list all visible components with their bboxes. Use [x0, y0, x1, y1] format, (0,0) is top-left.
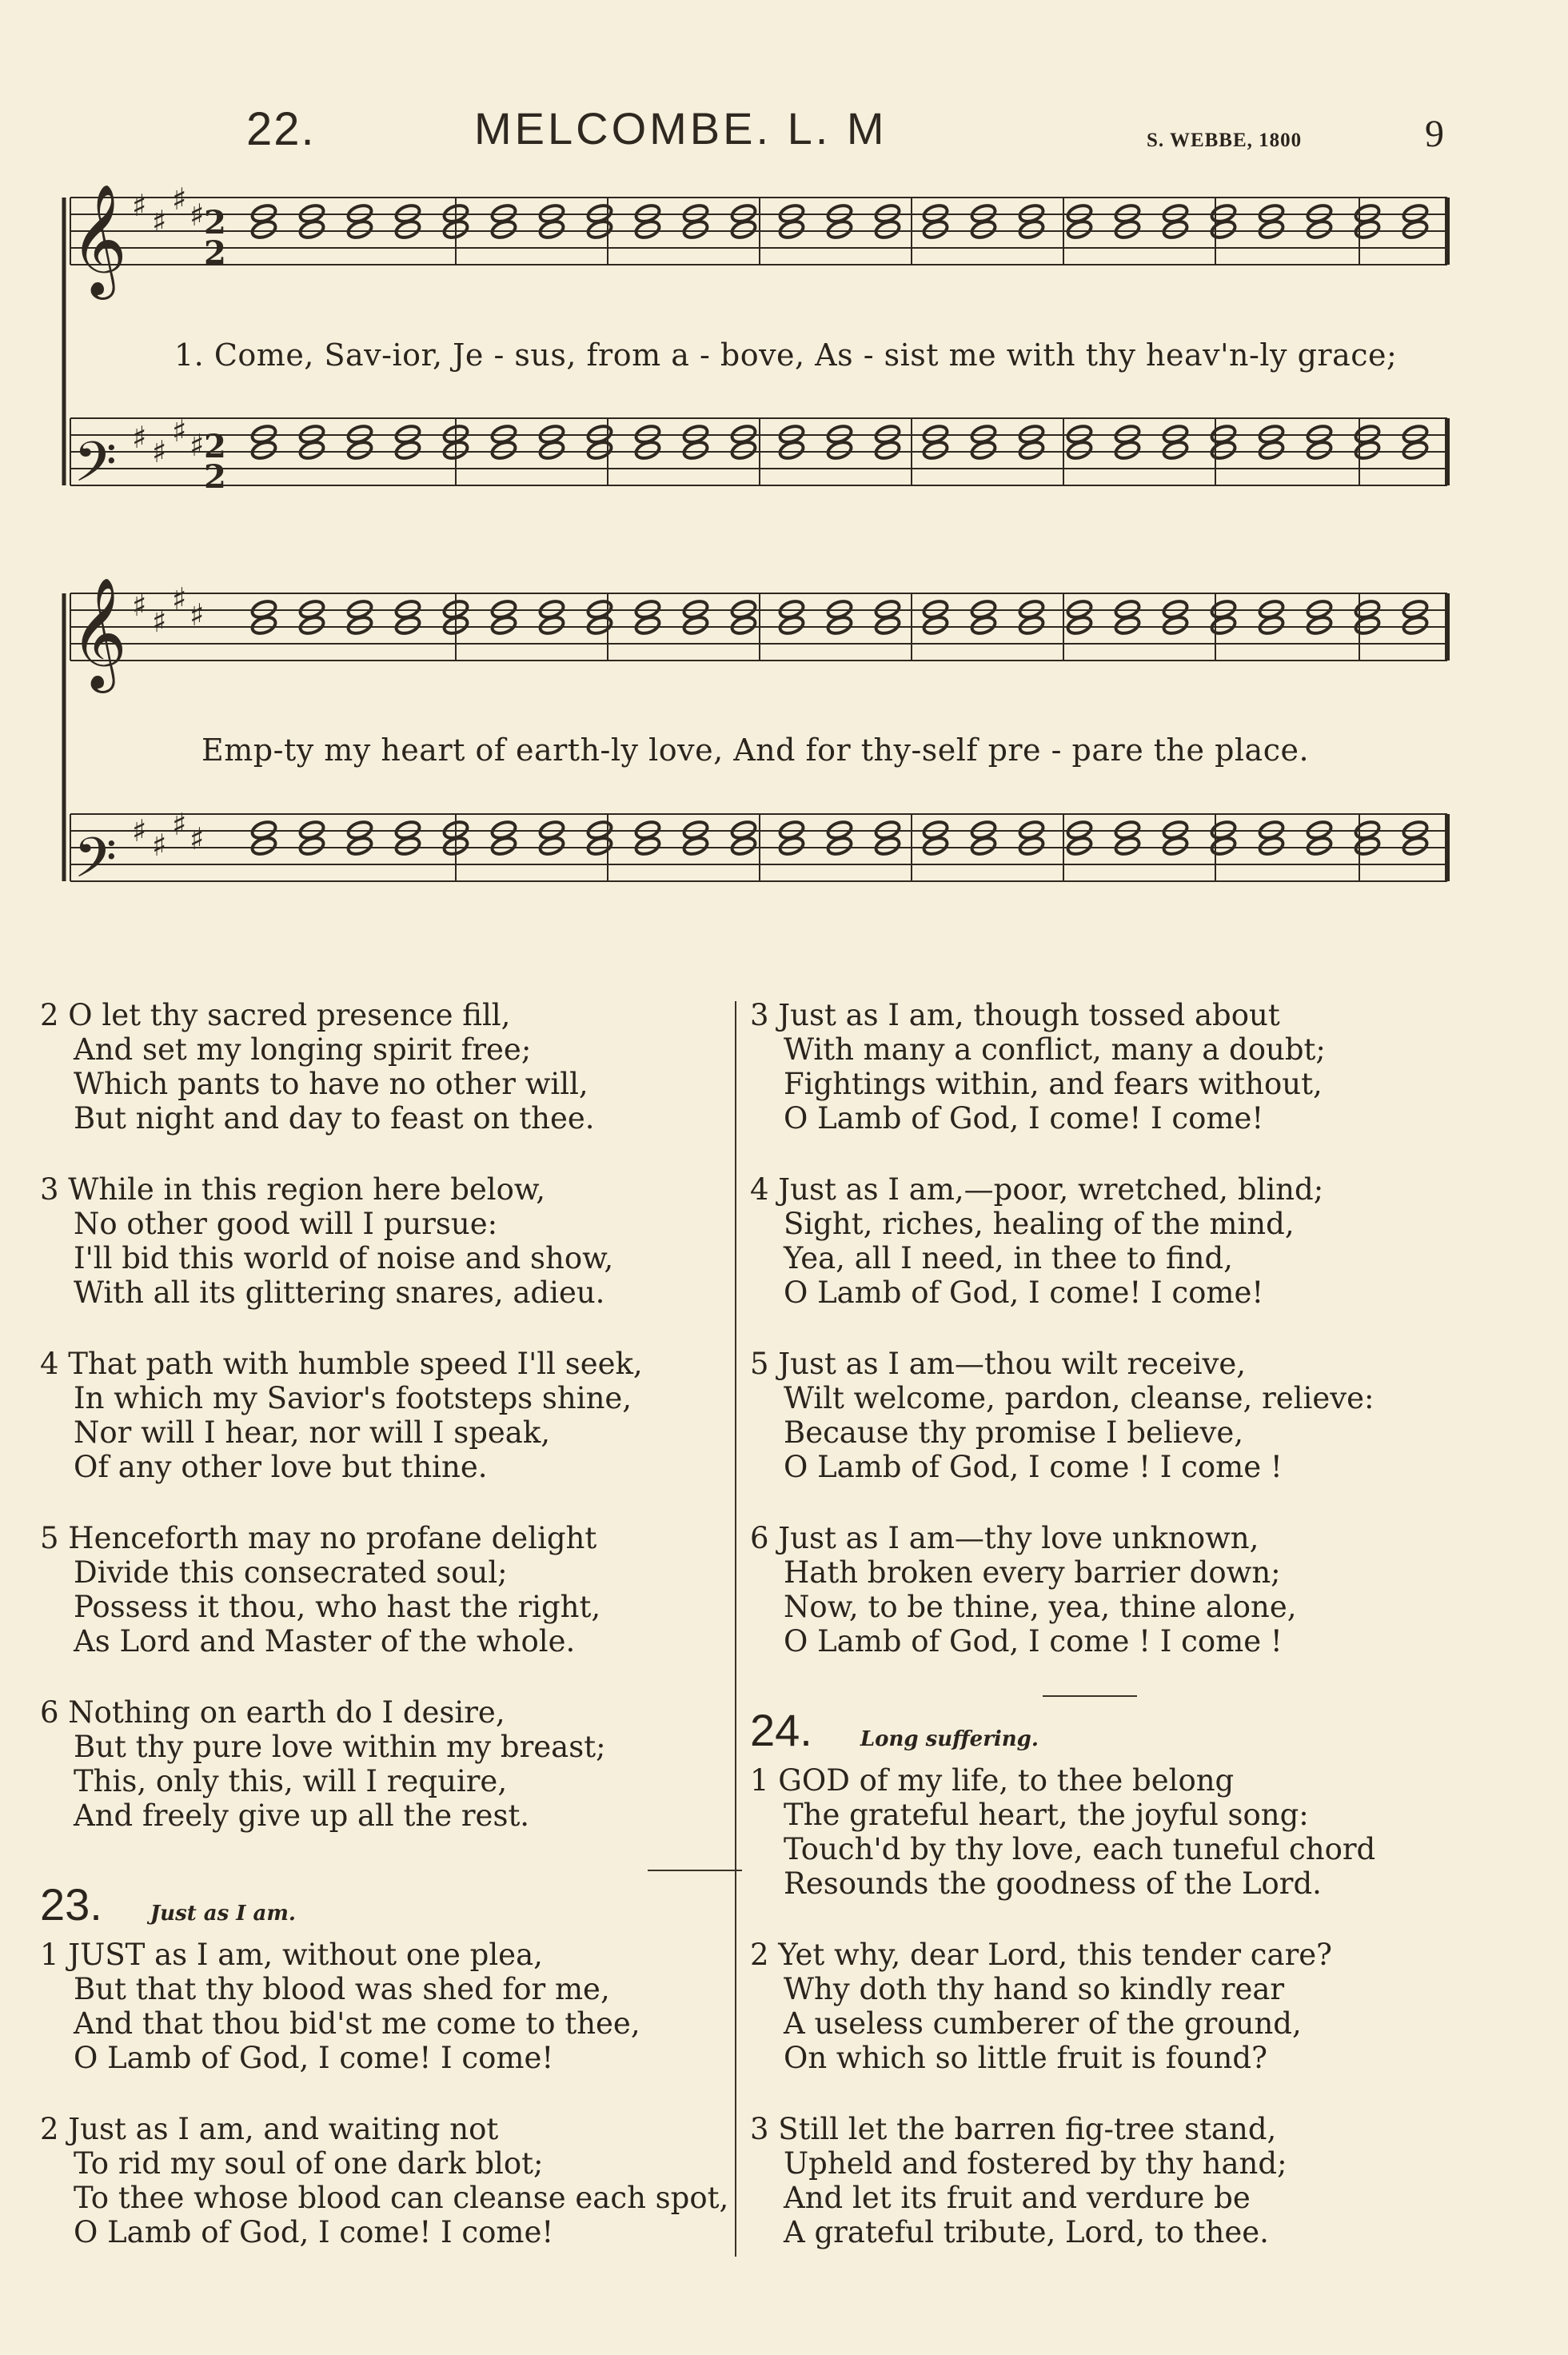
verse-line: Now, to be thine, yea, thine alone,	[784, 1590, 1297, 1624]
verse-line: O Lamb of God, I come ! I come !	[784, 1624, 1283, 1658]
treble-clef-icon: 𝄞	[70, 577, 127, 689]
verse-line: O Lamb of God, I come! I come!	[74, 2041, 554, 2075]
verse-line: Because thy promise I believe,	[784, 1415, 1243, 1450]
svg-text:♯: ♯	[172, 182, 187, 217]
verse-line: 5 Henceforth may no profane delight	[40, 1521, 597, 1555]
verse-line: 2 Yet why, dear Lord, this tender care?	[750, 1938, 1332, 1972]
verse-line: 6 Nothing on earth do I desire,	[40, 1695, 505, 1730]
hymn-24-number: 24.	[750, 1705, 812, 1755]
svg-text:♯: ♯	[132, 588, 147, 623]
verse-line: The grateful heart, the joyful song:	[784, 1798, 1309, 1832]
lyric-line-1: 1. Come, Sav-ior, Je - sus, from a - bove, As - sist me with thy heav'n-ly grace;	[174, 337, 1398, 373]
verse-line: But thy pure love within my breast;	[74, 1730, 606, 1764]
verse-line: 1 JUST as I am, without one plea,	[40, 1938, 543, 1972]
hymn-23-title: Just as I am.	[150, 1902, 296, 1926]
verse-line: This, only this, will I require,	[74, 1764, 508, 1798]
svg-text:♯: ♯	[132, 813, 147, 848]
verse-line: I'll bid this world of noise and show,	[74, 1241, 614, 1275]
svg-text:♯: ♯	[132, 420, 147, 455]
left-column	[40, 998, 728, 2286]
svg-text:♯: ♯	[132, 188, 147, 223]
svg-text:2: 2	[204, 234, 226, 272]
verse-line: Divide this consecrated soul;	[74, 1555, 508, 1590]
treble-clef-icon: 𝄞	[70, 184, 127, 295]
verse-line: Upheld and fostered by thy hand;	[784, 2146, 1287, 2181]
verse-line: In which my Savior's footsteps shine,	[74, 1381, 632, 1415]
verse-line: O Lamb of God, I come! I come!	[74, 2215, 554, 2249]
verse-line: Resounds the goodness of the Lord.	[784, 1866, 1322, 1901]
column-divider	[735, 1001, 736, 2257]
page-number: 9	[1425, 113, 1444, 155]
verse-line: On which so little fruit is found?	[784, 2041, 1267, 2075]
hymn-24-title: Long suffering.	[860, 1727, 1039, 1751]
verse-line: As Lord and Master of the whole.	[74, 1624, 576, 1658]
verse-line: A grateful tribute, Lord, to thee.	[784, 2215, 1269, 2249]
verse-line: 4 That path with humble speed I'll seek,	[40, 1347, 643, 1381]
music-score	[0, 0, 1568, 960]
verse-line: And freely give up all the rest.	[74, 1798, 530, 1833]
svg-text:♯: ♯	[190, 428, 205, 463]
svg-text:♯: ♯	[152, 828, 167, 863]
lyric-line-2: Emp-ty my heart of earth-ly love, And for thy-self pre - pare the place.	[201, 732, 1310, 768]
verse-line: Wilt welcome, pardon, cleanse, relieve:	[784, 1381, 1374, 1415]
stanza	[40, 1347, 728, 1484]
verse-line: But night and day to feast on thee.	[74, 1101, 595, 1136]
stanza	[750, 2112, 1550, 2249]
stanza	[40, 998, 728, 1136]
verse-line: Fightings within, and fears without,	[784, 1067, 1323, 1101]
svg-text:♯: ♯	[190, 597, 205, 633]
stanza	[40, 2112, 728, 2249]
svg-text:♯: ♯	[152, 204, 167, 239]
svg-text:2: 2	[204, 458, 226, 496]
svg-text:2: 2	[204, 204, 226, 241]
svg-text:♯: ♯	[172, 581, 187, 617]
hymn-23-number: 23.	[40, 1879, 102, 1930]
hymn-number: 22.	[246, 103, 316, 155]
verse-line: With all its glittering snares, adieu.	[74, 1275, 605, 1310]
svg-text:♯: ♯	[172, 807, 187, 842]
verse-line: And let its fruit and verdure be	[784, 2181, 1251, 2215]
verse-line: Nor will I hear, nor will I speak,	[74, 1415, 551, 1450]
verse-line: Possess it thou, who hast the right,	[74, 1590, 601, 1624]
hymn-24-heading	[750, 1705, 1550, 1757]
verse-line: Why doth thy hand so kindly rear	[784, 1972, 1285, 2006]
svg-text:♯: ♯	[152, 604, 167, 639]
stanza	[750, 1763, 1550, 1901]
verse-line: 3 While in this region here below,	[40, 1172, 545, 1207]
verse-line: With many a conflict, many a doubt;	[784, 1032, 1326, 1067]
verse-line: O Lamb of God, I come! I come!	[784, 1101, 1264, 1136]
stanza	[750, 1938, 1550, 2075]
tune-title: MELCOMBE. L. M	[474, 103, 888, 154]
stanza	[40, 1172, 728, 1310]
bass-clef-icon: 𝄢	[74, 825, 118, 904]
stanza	[40, 1938, 728, 2075]
verse-line: To thee whose blood can cleanse each spot,	[74, 2181, 729, 2215]
verse-line: But that thy blood was shed for me,	[74, 1972, 610, 2006]
verse-line: 2 Just as I am, and waiting not	[40, 2112, 499, 2146]
stanza	[750, 998, 1550, 1136]
composer-credit: S. WEBBE, 1800	[1147, 130, 1303, 151]
bass-clef-icon: 𝄢	[74, 429, 118, 508]
verse-line: To rid my soul of one dark blot;	[74, 2146, 544, 2181]
right-column	[750, 998, 1550, 2286]
verse-line: O Lamb of God, I come ! I come !	[784, 1450, 1283, 1484]
svg-text:♯: ♯	[190, 821, 205, 856]
verse-line: Touch'd by thy love, each tuneful chord	[784, 1832, 1376, 1866]
verse-line: 3 Just as I am, though tossed about	[750, 998, 1280, 1032]
stanza	[750, 1521, 1550, 1658]
verse-line: A useless cumberer of the ground,	[784, 2006, 1302, 2041]
verse-line: 6 Just as I am—thy love unknown,	[750, 1521, 1259, 1555]
stanza	[750, 1172, 1550, 1310]
verse-line: Of any other love but thine.	[74, 1450, 488, 1484]
verse-line: 1 GOD of my life, to thee belong	[750, 1763, 1235, 1798]
verse-line: 2 O let thy sacred presence fill,	[40, 998, 511, 1032]
svg-text:♯: ♯	[190, 198, 205, 233]
verse-line: 3 Still let the barren fig-tree stand,	[750, 2112, 1277, 2146]
svg-text:2: 2	[204, 428, 226, 465]
verse-line: And set my longing spirit free;	[74, 1032, 532, 1067]
verse-line: 5 Just as I am—thou wilt receive,	[750, 1347, 1247, 1381]
verse-line: Sight, riches, healing of the mind,	[784, 1207, 1295, 1241]
verse-line: Yea, all I need, in thee to find,	[784, 1241, 1233, 1275]
verse-line: O Lamb of God, I come! I come!	[784, 1275, 1264, 1310]
verse-line: Hath broken every barrier down;	[784, 1555, 1281, 1590]
stanza	[40, 1521, 728, 1658]
verse-line: And that thou bid'st me come to thee,	[74, 2006, 640, 2041]
svg-text:♯: ♯	[152, 434, 167, 469]
svg-text:♯: ♯	[172, 413, 187, 449]
stanza	[40, 1695, 728, 1833]
hymn-23-heading	[40, 1879, 728, 1931]
stanza	[750, 1347, 1550, 1484]
verse-line: No other good will I pursue:	[74, 1207, 498, 1241]
verse-line: Which pants to have no other will,	[74, 1067, 588, 1101]
verse-line: 4 Just as I am,—poor, wretched, blind;	[750, 1172, 1324, 1207]
